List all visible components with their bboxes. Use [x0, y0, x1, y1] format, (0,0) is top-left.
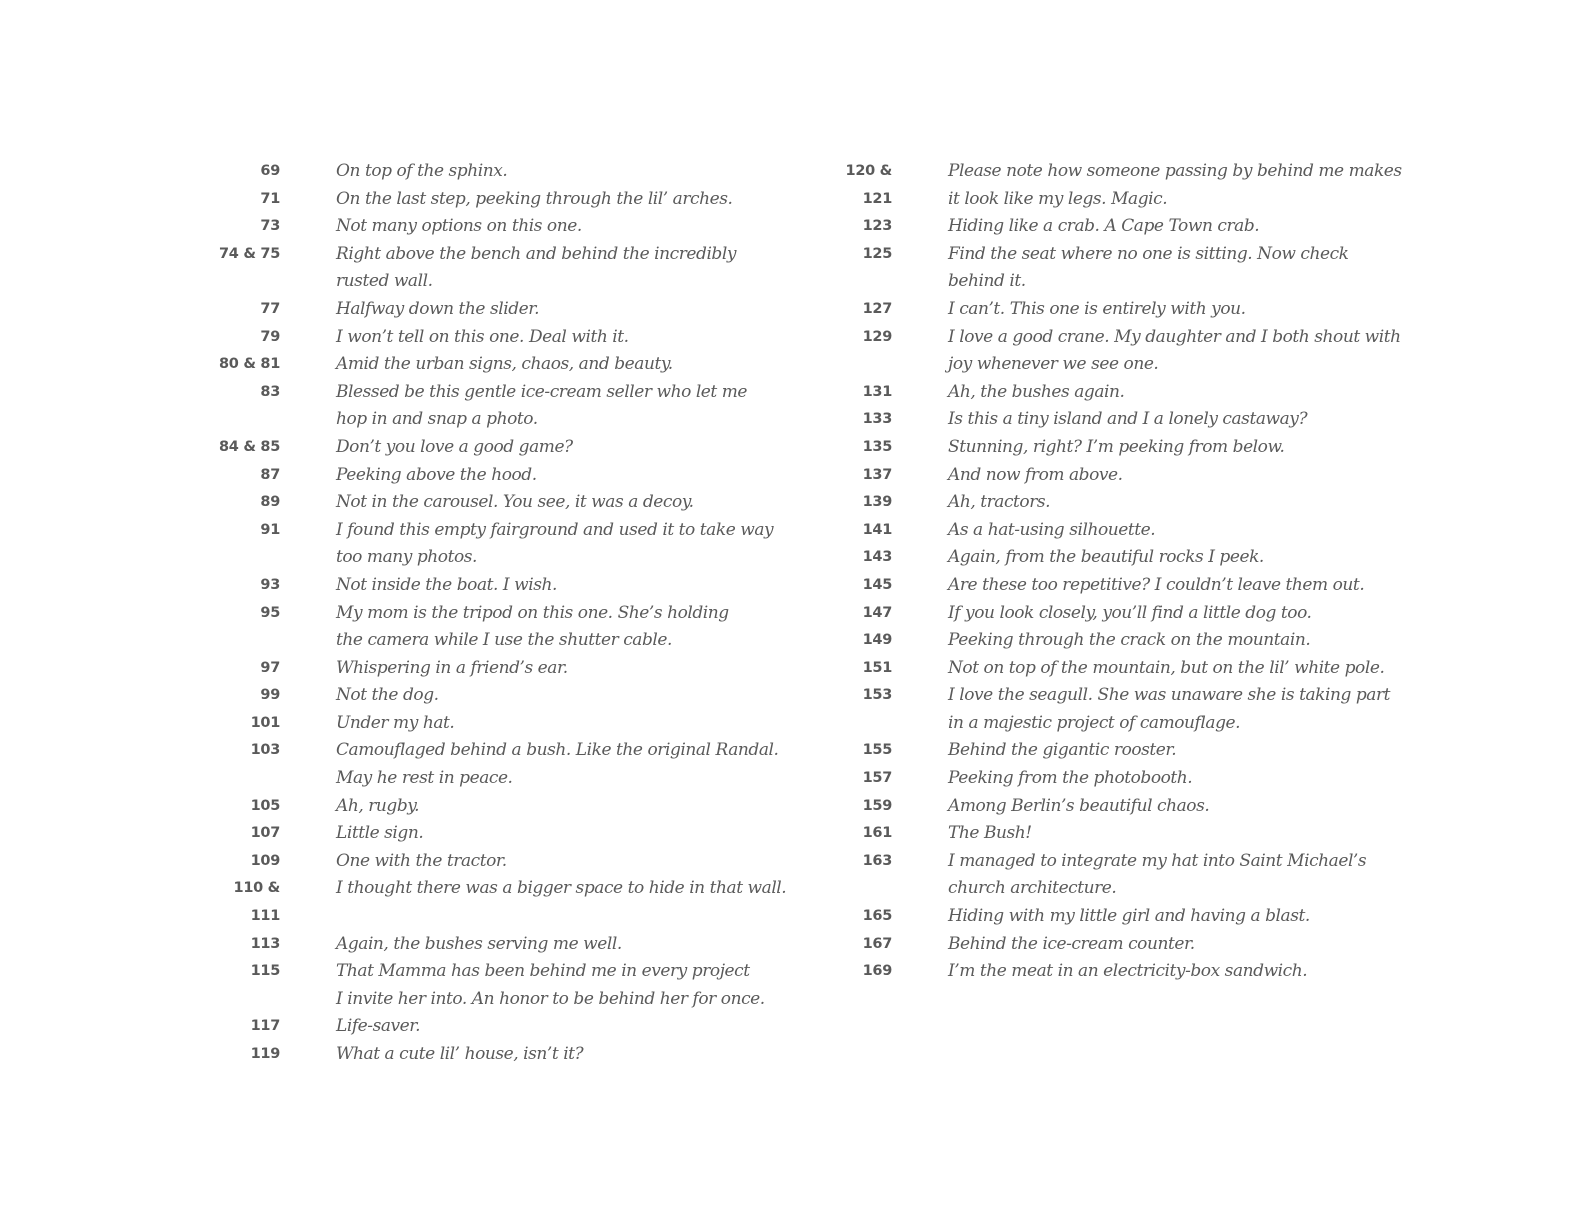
page-number: 125	[862, 245, 892, 262]
caption-text	[336, 434, 573, 462]
caption-text	[336, 1013, 420, 1041]
page-number: 141	[862, 521, 892, 538]
caption-text	[336, 517, 773, 572]
page-number: 120 & 121	[845, 163, 892, 207]
page-number: 169	[862, 963, 892, 980]
caption-entry	[812, 682, 1432, 737]
caption-line: Life-saver.	[336, 1016, 421, 1037]
caption-line: the camera while I use the shutter cable.	[336, 630, 672, 651]
caption-entry	[812, 406, 1432, 434]
caption-line: Is this a tiny island and I a lonely castaway?	[948, 409, 1308, 430]
caption-text	[948, 489, 1050, 517]
page-number: 157	[862, 770, 892, 787]
caption-text	[948, 572, 1364, 600]
page-number: 167	[862, 935, 892, 952]
caption-entry	[812, 765, 1432, 793]
caption-line: Camouflaged behind a bush. Like the original Randal.	[336, 740, 779, 761]
caption-entry	[200, 820, 800, 848]
caption-entry	[812, 903, 1432, 931]
page-number: 155	[862, 742, 892, 759]
caption-entry	[812, 434, 1432, 462]
caption-line: May he rest in peace.	[336, 768, 513, 789]
caption-entry	[812, 600, 1432, 628]
page-number: 131	[862, 383, 892, 400]
caption-line: As a hat-using silhouette.	[948, 519, 1156, 540]
page-number: 113	[250, 935, 280, 952]
page-number: 89	[260, 494, 280, 511]
caption-text	[948, 324, 1401, 379]
caption-entry	[200, 958, 800, 1013]
caption-line: Don’t you love a good game?	[336, 436, 573, 457]
caption-text	[948, 793, 1209, 821]
caption-line: Ah, tractors.	[948, 492, 1051, 513]
caption-entry	[200, 737, 800, 792]
caption-entry	[200, 351, 800, 379]
caption-text	[336, 351, 673, 379]
caption-line: On top of the sphinx.	[336, 161, 508, 181]
caption-text	[336, 600, 729, 655]
caption-text	[948, 434, 1285, 462]
caption-line: church architecture.	[948, 878, 1117, 899]
caption-line: Peeking above the hood.	[336, 464, 537, 485]
caption-entry	[812, 793, 1432, 821]
page-number: 79	[260, 328, 280, 345]
caption-text	[336, 655, 568, 683]
caption-line: Again, from the beautiful rocks I peek.	[948, 547, 1264, 568]
caption-entry	[812, 213, 1432, 241]
caption-line: Not on top of the mountain, but on the lil’ white pole.	[948, 657, 1385, 678]
caption-entry	[200, 241, 800, 296]
caption-text	[948, 958, 1307, 986]
caption-line: My mom is the tripod on this one. She’s holding	[336, 602, 729, 623]
caption-entry	[200, 600, 800, 655]
caption-line: What a cute lil’ house, isn’t it?	[336, 1044, 584, 1064]
page-number: 143	[862, 549, 892, 566]
caption-text	[948, 213, 1259, 241]
page-number: 133	[862, 411, 892, 428]
page-number: 80 & 81	[219, 356, 280, 373]
caption-line: I won’t tell on this one. Deal with it.	[336, 326, 629, 347]
caption-text	[336, 572, 557, 600]
caption-line: I love the seagull. She was unaware she is taking part	[948, 685, 1391, 706]
page-number: 87	[260, 466, 280, 483]
caption-text	[948, 820, 1032, 848]
caption-text	[948, 627, 1310, 655]
caption-line: I invite her into. An honor to be behind her for once.	[336, 988, 765, 1009]
page-number: 107	[250, 825, 280, 842]
page-number: 117	[250, 1018, 280, 1035]
page-number: 153	[862, 687, 892, 704]
caption-text	[336, 931, 622, 959]
caption-line: behind it.	[948, 271, 1026, 292]
caption-entry	[812, 324, 1432, 379]
caption-text	[948, 158, 1402, 213]
caption-entry	[200, 572, 800, 600]
caption-text	[336, 241, 736, 296]
caption-text	[336, 379, 747, 434]
page-number: 84 & 85	[219, 438, 280, 455]
caption-text	[948, 655, 1384, 683]
page-number: 109	[250, 852, 280, 869]
caption-text	[336, 324, 629, 352]
caption-line: One with the tractor.	[336, 850, 507, 871]
caption-text	[948, 765, 1192, 793]
caption-entry	[812, 544, 1432, 572]
caption-entry	[200, 517, 800, 572]
caption-entry	[200, 324, 800, 352]
page-number: 135	[862, 438, 892, 455]
caption-entry	[200, 710, 800, 738]
page-number: 123	[862, 218, 892, 235]
page-number: 149	[862, 632, 892, 649]
caption-line: The Bush!	[948, 823, 1032, 844]
caption-text	[948, 848, 1366, 903]
caption-entry	[200, 462, 800, 490]
page-number: 139	[862, 494, 892, 511]
caption-line: I love a good crane. My daughter and I both shout with	[948, 326, 1401, 347]
caption-entry	[812, 958, 1432, 986]
caption-entry	[200, 875, 800, 930]
caption-line: I managed to integrate my hat into Saint Michael’s	[948, 850, 1367, 871]
caption-text	[948, 544, 1264, 572]
caption-entry	[812, 572, 1432, 600]
page-number: 93	[260, 576, 280, 593]
caption-line: hop in and snap a photo.	[336, 409, 538, 430]
caption-line: Peeking from the photobooth.	[948, 768, 1193, 789]
caption-entry	[200, 379, 800, 434]
caption-entry	[200, 682, 800, 710]
caption-entry	[812, 296, 1432, 324]
page-number: 83	[260, 383, 280, 400]
page-number: 165	[862, 908, 892, 925]
caption-text	[336, 958, 765, 1013]
caption-entry	[200, 213, 800, 241]
caption-line: Amid the urban signs, chaos, and beauty.	[336, 354, 673, 375]
caption-entry	[200, 158, 800, 186]
caption-line: joy whenever we see one.	[948, 354, 1159, 375]
page-number: 163	[862, 852, 892, 869]
caption-line: in a majestic project of camouflage.	[948, 712, 1241, 733]
page-number: 105	[250, 797, 280, 814]
page-number: 145	[862, 576, 892, 593]
caption-line: Ah, rugby.	[336, 795, 420, 816]
caption-line: too many photos.	[336, 547, 477, 568]
caption-line: I thought there was a bigger space to hide in that wall.	[336, 878, 787, 899]
caption-line: Stunning, right? I’m peeking from below.	[948, 436, 1285, 457]
caption-entry	[812, 737, 1432, 765]
caption-line: Right above the bench and behind the incredibly	[336, 243, 736, 264]
caption-entry	[200, 296, 800, 324]
page-number: 73	[260, 218, 280, 235]
page-number: 91	[260, 521, 280, 538]
caption-text	[336, 682, 439, 710]
caption-line: Hiding like a crab. A Cape Town crab.	[948, 216, 1260, 237]
caption-line: Not inside the boat. I wish.	[336, 574, 557, 595]
caption-line: On the last step, peeking through the lil’ arches.	[336, 188, 733, 209]
page-number: 159	[862, 797, 892, 814]
caption-entry	[812, 489, 1432, 517]
page-number: 103	[250, 742, 280, 759]
caption-text	[336, 186, 732, 214]
caption-line: Find the seat where no one is sitting. Now check	[948, 243, 1349, 264]
caption-text	[948, 931, 1195, 959]
caption-text	[948, 241, 1349, 296]
page-number: 97	[260, 659, 280, 676]
caption-line: Little sign.	[336, 823, 424, 844]
caption-line: Hiding with my little girl and having a blast.	[948, 906, 1310, 927]
caption-line: Not many options on this one.	[336, 216, 582, 237]
caption-line: Please note how someone passing by behind me makes	[948, 161, 1402, 181]
caption-line: I can’t. This one is entirely with you.	[948, 298, 1246, 319]
caption-text	[948, 600, 1312, 628]
caption-line: it look like my legs. Magic.	[948, 188, 1168, 209]
page-number: 137	[862, 466, 892, 483]
caption-line: I’m the meat in an electricity-box sandwich.	[948, 961, 1308, 982]
caption-entry	[200, 434, 800, 462]
caption-entry	[812, 655, 1432, 683]
page-number: 69	[260, 163, 280, 179]
page-number: 74 & 75	[219, 245, 280, 262]
caption-entry	[812, 462, 1432, 490]
page-number: 101	[250, 714, 280, 731]
caption-entry	[812, 848, 1432, 903]
page-number: 77	[260, 300, 280, 317]
caption-line: And now from above.	[948, 464, 1123, 485]
caption-line: Halfway down the slider.	[336, 298, 540, 319]
caption-text	[336, 213, 582, 241]
caption-line: Not in the carousel. You see, it was a decoy.	[336, 492, 694, 513]
caption-text	[336, 710, 454, 738]
page-number: 115	[250, 963, 280, 980]
caption-text	[948, 682, 1390, 737]
caption-line: Behind the gigantic rooster.	[948, 740, 1177, 761]
caption-text	[336, 489, 694, 517]
caption-text	[948, 379, 1124, 407]
caption-line: Are these too repetitive? I couldn’t leave them out.	[948, 574, 1365, 595]
page-number: 110 & 111	[233, 880, 280, 925]
page-number: 129	[862, 328, 892, 345]
page-number: 127	[862, 300, 892, 317]
caption-column-right	[812, 158, 1432, 986]
caption-line: Whispering in a friend’s ear.	[336, 657, 568, 678]
caption-line: Blessed be this gentle ice-cream seller who let me	[336, 381, 748, 402]
caption-line: If you look closely, you’ll find a little dog too.	[948, 602, 1312, 623]
caption-entry	[812, 379, 1432, 407]
caption-text	[948, 406, 1307, 434]
caption-entry	[812, 931, 1432, 959]
page-number: 99	[260, 687, 280, 704]
caption-text	[336, 848, 507, 876]
caption-text	[336, 296, 539, 324]
caption-entry	[812, 517, 1432, 545]
caption-entry	[200, 848, 800, 876]
page-number: 147	[862, 604, 892, 621]
caption-text	[336, 793, 419, 821]
caption-line: Again, the bushes serving me well.	[336, 933, 622, 954]
caption-entry	[812, 241, 1432, 296]
caption-text	[336, 820, 423, 848]
caption-line: Under my hat.	[336, 712, 455, 733]
caption-entry	[812, 627, 1432, 655]
caption-text	[948, 737, 1176, 765]
caption-entry	[200, 1041, 800, 1069]
caption-line: Ah, the bushes again.	[948, 381, 1125, 402]
page-number: 71	[260, 190, 280, 207]
caption-line: rusted wall.	[336, 271, 433, 292]
page-number: 151	[862, 659, 892, 676]
caption-text	[336, 737, 778, 792]
caption-entry	[200, 1013, 800, 1041]
caption-text	[336, 158, 507, 186]
caption-text	[948, 517, 1155, 545]
caption-entry	[200, 655, 800, 683]
caption-line: That Mamma has been behind me in every project	[336, 961, 750, 982]
caption-text	[948, 462, 1123, 490]
caption-entry	[200, 931, 800, 959]
caption-line: Behind the ice-cream counter.	[948, 933, 1195, 954]
caption-entry	[812, 820, 1432, 848]
caption-entry	[200, 489, 800, 517]
caption-text	[336, 462, 537, 490]
caption-entry	[200, 793, 800, 821]
caption-line: Among Berlin’s beautiful chaos.	[948, 795, 1210, 816]
caption-text	[948, 296, 1246, 324]
caption-entry	[200, 186, 800, 214]
caption-column-left	[200, 158, 800, 1069]
caption-line: Peeking through the crack on the mountain.	[948, 630, 1311, 651]
caption-text	[948, 903, 1310, 931]
caption-line: I found this empty fairground and used it to take way	[336, 519, 774, 540]
caption-line: Not the dog.	[336, 685, 439, 706]
page-number: 95	[260, 604, 280, 621]
caption-text	[336, 1041, 583, 1069]
caption-entry	[812, 158, 1432, 213]
page-number: 119	[250, 1046, 280, 1062]
caption-text	[336, 875, 786, 903]
page-number: 161	[862, 825, 892, 842]
